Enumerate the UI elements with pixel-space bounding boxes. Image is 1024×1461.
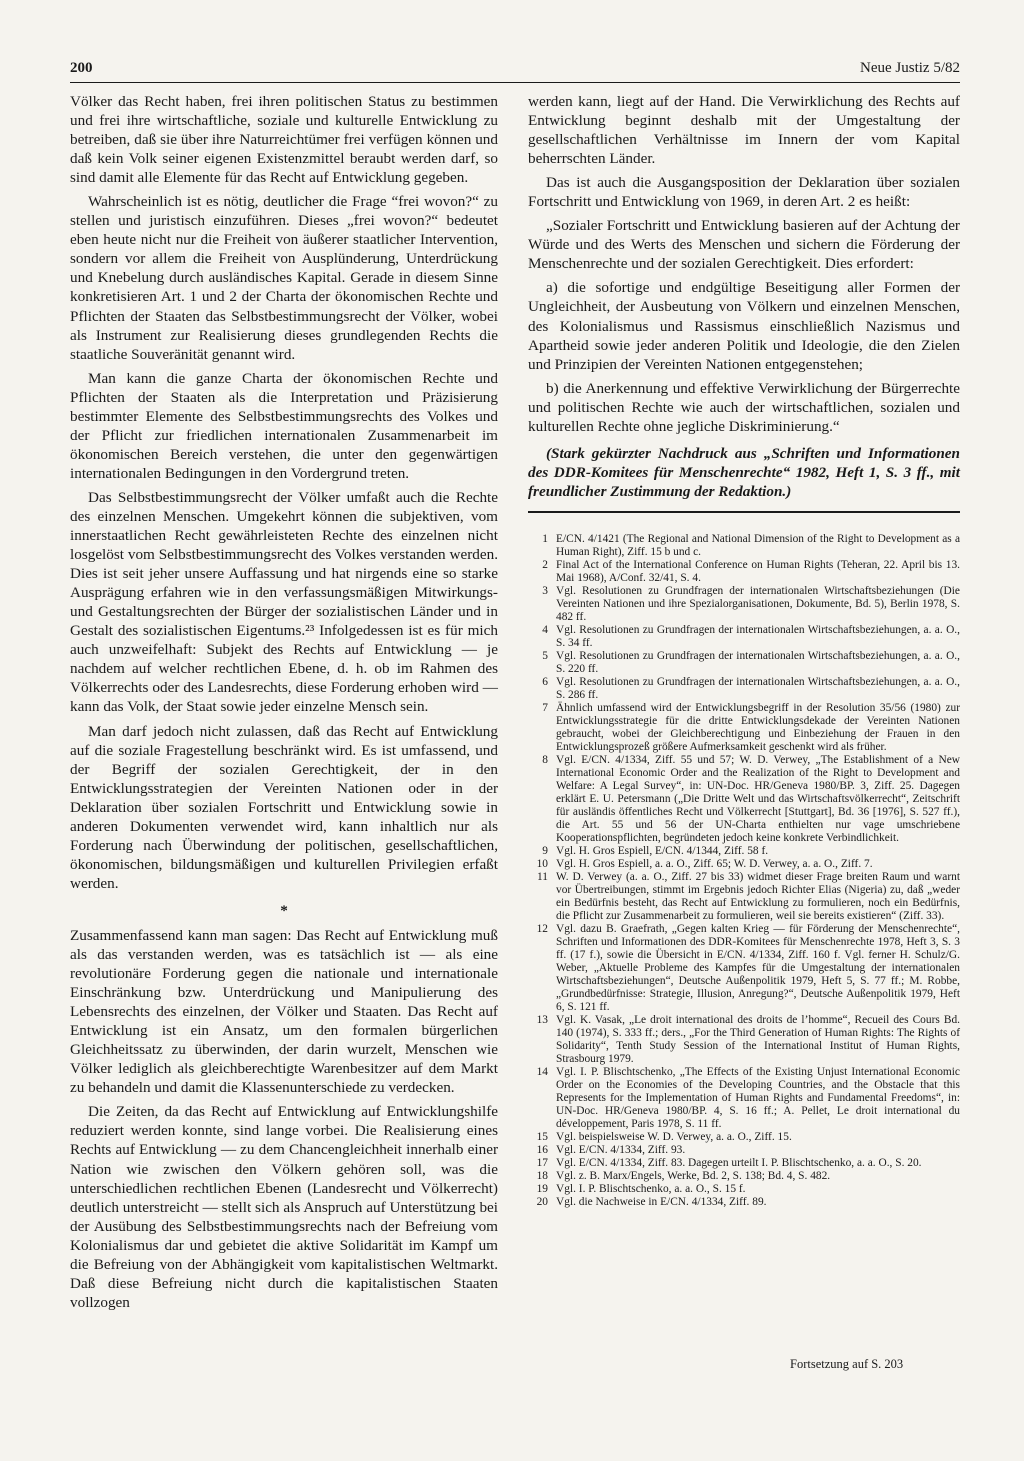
footnote-text: Vgl. E/CN. 4/1334, Ziff. 93.: [556, 1143, 686, 1156]
footnote-number: 18: [536, 1169, 548, 1182]
footnote-number: 11: [537, 870, 548, 883]
footnote: [528, 1131, 960, 1144]
quote-item-b: b) die Anerkennung und effektive Verwirklichung der Bürgerrechte und politischen Rechte wie auch der wirtschaftlichen, sozialen und kulturellen Rechte ohne jegliche Diskriminierung.“: [528, 379, 960, 435]
page-header: [70, 60, 960, 83]
quote-paragraph: „Sozialer Fortschritt und Entwicklung basieren auf der Achtung der Würde und des Werts des Menschen und sichern die Förderung der Menschenrechte und der sozialen Gerechtigkeit. Dies erfordert:: [528, 217, 960, 273]
footnote: [528, 923, 960, 1014]
footnote-number: 14: [536, 1065, 548, 1078]
footnote: [528, 871, 960, 923]
footnote-text: Vgl. die Nachweise in E/CN. 4/1334, Ziff. 89.: [556, 1195, 767, 1208]
footnote-text: Final Act of the International Conference on Human Rights (Teheran, 22. April bis 13. Mai 1968), A/Conf. 32/41, S. 4.: [556, 558, 960, 584]
footnote-text: Vgl. beispielsweise W. D. Verwey, a. a. O., Ziff. 15.: [556, 1130, 792, 1143]
footnote-text: Vgl. Resolutionen zu Grundfragen der internationalen Wirtschaftsbeziehungen, a. a. O., S. 34 ff.: [556, 623, 960, 649]
footnote-text: Vgl. I. P. Blischtschenko, „The Effects of the Existing Unjust International Economic Order on the Economies of the Developing Countries, and the Obstacle that this Represents for the Implementation of Human Rights and Fundamental Freedoms“, in: UN-Doc. HR/Geneva 1980/BP. 4, S. 16 ff.; A. Pellet, Le droit international du développement, Paris 1978, S. 11 ff.: [556, 1065, 960, 1130]
footnote-text: E/CN. 4/1421 (The Regional and National Dimension of the Right to Development as a Human Right), Ziff. 15 b und c.: [556, 532, 960, 558]
footnote-divider: [528, 511, 960, 513]
footnote: [528, 1196, 960, 1209]
footnote: [528, 559, 960, 585]
left-column: [70, 92, 498, 1312]
paragraph: Das ist auch die Ausgangsposition der Deklaration über sozialen Fortschritt und Entwicklung von 1969, in deren Art. 2 es heißt:: [528, 174, 960, 211]
paragraph: werden kann, liegt auf der Hand. Die Verwirklichung des Rechts auf Entwicklung beginnt deshalb mit der Umgestaltung der gesellschaftlichen Verhältnisse im Innern der vom Kapital beherrschten Länder.: [528, 93, 960, 168]
footnote-text: Vgl. z. B. Marx/Engels, Werke, Bd. 2, S. 138; Bd. 4, S. 482.: [556, 1169, 831, 1182]
right-column: [528, 92, 960, 1209]
footnote: [528, 1183, 960, 1196]
footnote: [528, 1157, 960, 1170]
paragraph: Die Zeiten, da das Recht auf Entwicklung auf Entwicklungshilfe reduziert werden konnte, sind lange vorbei. Die Realisierung eines Rechts auf Entwicklung — zu dem Chancengleichheit innerhalb einer Nation wie zwischen den Völkern gehören soll, was die unterschiedlichen rechtlichen Ebenen (Landesrecht und Völkerrecht) deutlich unterstreicht — stellt sich als Anspruch auf Unterstützung bei der Ausübung des Selbstbestimmungsrechts nach der Befreiung vom Kolonialismus dar und gebietet die aktive Solidarität im Kampf um die Befreiung von der Abhängigkeit vom kapitalistischen Weltmarkt. Daß diese Befreiung nicht durch die kapitalistischen Staaten vollzogen: [70, 1103, 498, 1311]
footnote-number: 10: [536, 857, 548, 870]
quotation: [528, 216, 960, 436]
footnote-text: Vgl. E/CN. 4/1334, Ziff. 83. Dagegen urteilt I. P. Blischtschenko, a. a. O., S. 20.: [556, 1156, 922, 1169]
footnote: [528, 585, 960, 624]
footnote-number: 20: [536, 1195, 548, 1208]
footnote-number: 9: [542, 844, 548, 857]
footnote-text: Vgl. K. Vasak, „Le droit international des droits de l’homme“, Recueil des Cours Bd. 140 (1974), S. 333 ff.; ders., „For the Third Generation of Human Rights: The Rights of Solidarity“, Tenth Study Session of the International Institut of Human Rights, Strasbourg 1979.: [556, 1013, 960, 1065]
footnote-number: 5: [542, 649, 548, 662]
footnote: [528, 533, 960, 559]
journal-title: Neue Justiz 5/82: [860, 60, 960, 76]
footnote: [528, 702, 960, 754]
footnote-number: 6: [542, 675, 548, 688]
footnote: [528, 754, 960, 845]
footnote-number: 19: [536, 1182, 548, 1195]
footnote: [528, 858, 960, 871]
footnote-number: 1: [542, 532, 548, 545]
footnote-text: Vgl. H. Gros Espiell, a. a. O., Ziff. 65; W. D. Verwey, a. a. O., Ziff. 7.: [556, 857, 873, 870]
quote-item-a: a) die sofortige und endgültige Beseitigung aller Formen der Ungleichheit, der Ausbeutung von Völkern und einzelnen Menschen, des Kolonialismus und Rassismus einschließlich Nazismus und Apartheid sowie jeder anderen Politik und Ideologie, die den Zielen und Prinzipien der Vereinten Nationen entgegenstehen;: [528, 279, 960, 373]
footnote-text: Vgl. H. Gros Espiell, E/CN. 4/1344, Ziff. 58 f.: [556, 844, 769, 857]
footnotes: [528, 533, 960, 1209]
footnote-text: Vgl. Resolutionen zu Grundfragen der internationalen Wirtschaftsbeziehungen, a. a. O., S. 286 ff.: [556, 675, 960, 701]
paragraph: Man kann die ganze Charta der ökonomischen Rechte und Pflichten der Staaten als die Interpretation und Präzisierung bestimmter Elemente des Selbstbestimmungsrechts des Volkes und der Pflicht zur friedlichen internationalen Zusammenarbeit im ökonomischen Bereich verstehen, die unter den gegenwärtigen internationalen Bedingungen in den Vordergrund treten.: [70, 369, 498, 482]
footnote-text: W. D. Verwey (a. a. O., Ziff. 27 bis 33) widmet dieser Frage breiten Raum und warnt vor Übertreibungen, stimmt im Ergebnis jedoch Richter Elias (Nigeria) zu, daß „weder ein Bedürfnis besteht, das Recht auf Entwicklung zu formulieren, noch ein Bedürfnis, die Pflicht zur Zusammenarbeit zu formulieren, weil sie bereits existieren“ (Ziff. 33).: [556, 870, 960, 922]
paragraph: Völker das Recht haben, frei ihren politischen Status zu bestimmen und frei ihre wirtschaftliche, soziale und kulturelle Entwicklung zu betreiben, daß sie über ihre Naturreichtümer frei verfügen können und daß kein Volk seiner eigenen Existenzmittel beraubt werden darf, so sind damit alle Elemente für das Recht auf Entwicklung gegeben.: [70, 93, 498, 187]
paragraph: Das Selbstbestimmungsrecht der Völker umfaßt auch die Rechte des einzelnen Menschen. Umgekehrt können die subjektiven, vom innerstaatlichen Recht gewährleisteten Rechte des einzelnen nicht losgelöst vom Selbstbestimmungsrecht des Volkes verstanden werden. Dies ist seit jeher unsere Auffassung und hat nirgends eine so starke Ausprägung erfahren wie in den verfassungsmäßigen Mitwirkungs- und Gestaltungsrechten der Bürger der sozialistischen Länder und in Gestalt des sozialistischen Eigentums.²³ Infolgedessen ist es für mich auch unzweifelhaft: Subjekt des Rechts auf Entwicklung — je nachdem auf welcher rechtlichen Ebene, d. h. ob im Rahmen des Völkerrechts oder des Landesrechts, diese Forderung erhoben wird — kann das Volk, der Staat sowie jeder einzelne Mensch sein.: [70, 488, 498, 716]
continued-note: Fortsetzung auf S. 203: [790, 1357, 904, 1371]
footnote: [528, 1144, 960, 1157]
footnote-number: 3: [542, 584, 548, 597]
footnote-number: 16: [536, 1143, 548, 1156]
footnote-text: Ähnlich umfassend wird der Entwicklungsbegriff in der Resolution 35/56 (1980) zur Entwicklungsstrategie für die dritte Entwicklungsdekade der Vereinten Nationen gebraucht, wobei der Gleichberechtigung und Einbeziehung der Frauen in den Entwicklungsprozeß größere Aufmerksamkeit geschenkt wird als früher.: [556, 701, 960, 753]
source-note: (Stark gekürzter Nachdruck aus „Schriften und Informationen des DDR-Komitees für Menschenrechte“ 1982, Heft 1, S. 3 ff., mit freundlicher Zustimmung der Redaktion.): [528, 444, 960, 500]
footnote: [528, 624, 960, 650]
footnote-number: 8: [542, 753, 548, 766]
footnote: [528, 845, 960, 858]
page-number: 200: [70, 60, 93, 76]
section-separator: *: [280, 901, 288, 919]
paragraph: Zusammenfassend kann man sagen: Das Recht auf Entwicklung muß als das verstanden werden, was es tatsächlich ist — als eine revolutionäre Forderung gegen die nationale und internationale Einschränkung bzw. Unterdrückung und Manipulierung des Lebensrechts des einzelnen, der Völker und Staaten. Das Recht auf Entwicklung ist ein Ansatz, um den formalen bürgerlichen Gleichheitssatz zu überwinden, der darin wurzelt, Menschen wie Völker lediglich als gleichberechtigte Warenbesitzer auf dem Markt zu behandeln und damit die Klassenunterschiede zu verdecken.: [70, 926, 498, 1097]
footnote-text: Vgl. I. P. Blischtschenko, a. a. O., S. 15 f.: [556, 1182, 746, 1195]
paragraph: Wahrscheinlich ist es nötig, deutlicher die Frage “frei wovon?“ zu stellen und juristisch einzuführen. Dieses „frei wovon?“ bedeutet eben heute nicht nur die Freiheit von äußerer staatlicher Intervention, sondern vor allem die Freiheit von Ausplünderung, Unterdrückung und Knebelung durch ausländisches Kapital. Gerade in diesem Sinne konkretisieren Art. 1 und 2 der Charta der ökonomischen Rechte und Pflichten der Staaten das Selbstbestimmungsrecht der Völker, wobei als Instrument zur Realisierung dieses grundlegenden Rechts die staatliche Souveränität genannt wird.: [70, 193, 498, 363]
footnote-number: 17: [536, 1156, 548, 1169]
paragraph: Man darf jedoch nicht zulassen, daß das Recht auf Entwicklung auf die soziale Fragestellung beschränkt wird. Es ist umfassend, und der Begriff der sozialen Gerechtigkeit, der in den Entwicklungsstrategien der Vereinten Nationen oder in der Deklaration über sozialen Fortschritt und Entwicklung sowie in anderen Dokumenten verwendet wird, kann inhaltlich nur als Forderung nach Überwindung der politischen, gesellschaftlichen, ökonomischen, bildungsmäßigen und kulturellen Privilegien erfaßt werden.: [70, 722, 498, 892]
footnote: [528, 1066, 960, 1131]
footnote-number: 2: [542, 558, 548, 571]
footnote-number: 7: [542, 701, 548, 714]
footnote-text: Vgl. E/CN. 4/1334, Ziff. 55 und 57; W. D. Verwey, „The Establishment of a New International Economic Order and the Realization of the Right to Development and Welfare: A Legal Survey“, in: UN-Doc. HR/Geneva 1980/BP. 3, Ziff. 25. Dagegen erklärt E. U. Petersmann („Die Dritte Welt und das Wirtschaftsvölkerrecht“, Zeitschrift für ausländis öffentliches Recht und Völkerrecht [Stuttgart], Bd. 36 [1976], S. 527 ff.), die Art. 55 und 56 der UN-Charta enthielten nur vage umschriebene Kooperationspflichten, begründeten jedoch keine konkrete Verbindlichkeit.: [556, 753, 960, 844]
footnote: [528, 650, 960, 676]
footnote: [528, 1014, 960, 1066]
footnote-number: 13: [536, 1013, 548, 1026]
footnote-number: 4: [542, 623, 548, 636]
footnote-number: 15: [536, 1130, 548, 1143]
footnote-text: Vgl. dazu B. Graefrath, „Gegen kalten Krieg — für Förderung der Menschenrechte“, Schriften und Informationen des DDR-Komitees für Menschenrechte 1978, Heft 3, S. 3 ff. (17 f.), sowie die Übersicht in E/CN. 4/1334, Ziff. 160 f. Vgl. ferner H. Schulz/G. Weber, „Aktuelle Probleme des Kampfes für die Umgestaltung der internationalen Wirtschaftsbeziehungen“, Deutsche Außenpolitik 1979, Heft 5, S. 77 ff.; M. Robbe, „Grundbedürfnisse: Strategie, Illusion, Anregung?“, Deutsche Außenpolitik 1979, Heft 6, S. 121 ff.: [556, 922, 960, 1013]
footnote: [528, 676, 960, 702]
footnote-text: Vgl. Resolutionen zu Grundfragen der internationalen Wirtschaftsbeziehungen, a. a. O., S. 220 ff.: [556, 649, 960, 675]
footnote-text: Vgl. Resolutionen zu Grundfragen der internationalen Wirtschaftsbeziehungen (Die Vereinten Nationen und ihre Spezialorganisationen, Dokumente, Bd. 5), Berlin 1978, S. 482 ff.: [556, 584, 960, 623]
footnote: [528, 1170, 960, 1183]
footnote-number: 12: [536, 922, 548, 935]
